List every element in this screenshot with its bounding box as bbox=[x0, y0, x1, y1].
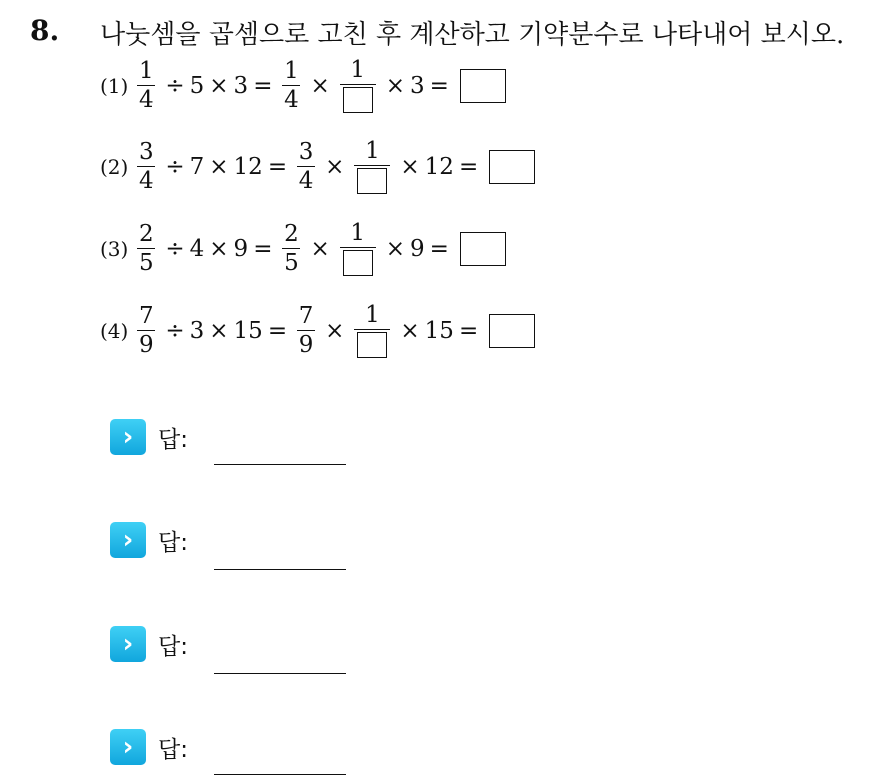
times-sign: × bbox=[385, 235, 406, 262]
divide-sign: ÷ bbox=[165, 153, 185, 180]
multiplier: 12 bbox=[424, 153, 454, 180]
times-sign: × bbox=[209, 72, 229, 99]
multiplier: 12 bbox=[233, 153, 263, 180]
times-sign: × bbox=[325, 153, 345, 180]
divisor: 3 bbox=[189, 317, 205, 344]
numerator: 1 bbox=[365, 302, 380, 328]
divide-sign: ÷ bbox=[165, 317, 185, 344]
answer-row-2 bbox=[110, 522, 188, 558]
problem-label: (3) bbox=[100, 236, 129, 261]
blank-box[interactable] bbox=[343, 87, 373, 113]
fraction bbox=[297, 304, 315, 357]
multiplier: 15 bbox=[424, 317, 454, 344]
numerator: 2 bbox=[139, 220, 154, 247]
fraction bbox=[137, 59, 155, 112]
reciprocal-fraction bbox=[340, 58, 376, 113]
answer-row-4 bbox=[110, 729, 188, 765]
blank-box[interactable] bbox=[357, 168, 387, 194]
times-sign: × bbox=[209, 235, 229, 262]
numerator: 1 bbox=[350, 57, 366, 83]
chevron-right-icon: › bbox=[110, 419, 146, 455]
answer-line-3[interactable] bbox=[214, 673, 346, 674]
equals-sign: = bbox=[253, 235, 273, 262]
numerator: 3 bbox=[139, 138, 154, 165]
times-sign: × bbox=[400, 317, 420, 344]
numerator: 1 bbox=[284, 57, 299, 84]
answer-box[interactable] bbox=[489, 314, 535, 348]
divisor: 5 bbox=[189, 72, 205, 99]
answer-label: 답: bbox=[158, 426, 188, 453]
problem-1 bbox=[100, 58, 506, 113]
equals-sign: = bbox=[458, 317, 479, 344]
denominator: 4 bbox=[298, 168, 314, 195]
denominator: 9 bbox=[298, 332, 314, 359]
question-text: 나눗셈을 곱셈으로 고친 후 계산하고 기약분수로 나타내어 보시오. bbox=[100, 20, 845, 50]
divisor: 7 bbox=[189, 153, 205, 180]
answer-box[interactable] bbox=[489, 150, 535, 184]
times-sign: × bbox=[209, 153, 229, 180]
denominator: 4 bbox=[284, 87, 299, 114]
multiplier: 3 bbox=[410, 72, 425, 99]
multiplier: 9 bbox=[410, 235, 425, 262]
numerator: 2 bbox=[284, 220, 299, 247]
numerator: 7 bbox=[298, 302, 314, 329]
problem-3 bbox=[100, 221, 506, 276]
numerator: 1 bbox=[350, 220, 366, 246]
problem-2 bbox=[100, 139, 535, 194]
answer-row-1 bbox=[110, 419, 188, 455]
denominator: 4 bbox=[139, 87, 154, 114]
numerator: 1 bbox=[139, 57, 154, 84]
denominator: 5 bbox=[139, 250, 154, 277]
chevron-right-icon: › bbox=[110, 522, 146, 558]
equals-sign: = bbox=[429, 235, 449, 262]
numerator: 1 bbox=[365, 138, 380, 164]
fraction bbox=[137, 140, 155, 193]
blank-box[interactable] bbox=[343, 250, 373, 276]
times-sign: × bbox=[310, 72, 330, 99]
problem-label: (1) bbox=[100, 73, 129, 98]
answer-label: 답: bbox=[158, 633, 188, 660]
answer-line-4[interactable] bbox=[214, 774, 346, 775]
times-sign: × bbox=[385, 72, 406, 99]
multiplier: 3 bbox=[233, 72, 249, 99]
equals-sign: = bbox=[458, 153, 479, 180]
answer-row-3 bbox=[110, 626, 188, 662]
answer-line-1[interactable] bbox=[214, 464, 346, 465]
denominator: 5 bbox=[284, 250, 299, 277]
blank-box[interactable] bbox=[357, 332, 387, 358]
question-number: 8. bbox=[30, 14, 60, 47]
divisor: 4 bbox=[189, 235, 205, 262]
divide-sign: ÷ bbox=[165, 235, 185, 262]
equals-sign: = bbox=[267, 317, 288, 344]
equals-sign: = bbox=[429, 72, 449, 99]
problem-label: (2) bbox=[100, 154, 129, 179]
multiplier: 15 bbox=[233, 317, 263, 344]
chevron-right-icon: › bbox=[110, 626, 146, 662]
fraction bbox=[282, 59, 300, 112]
answer-box[interactable] bbox=[460, 232, 506, 266]
reciprocal-fraction bbox=[354, 139, 390, 194]
chevron-right-icon: › bbox=[110, 729, 146, 765]
times-sign: × bbox=[310, 235, 330, 262]
times-sign: × bbox=[209, 317, 229, 344]
fraction bbox=[297, 140, 315, 193]
numerator: 3 bbox=[298, 138, 314, 165]
problem-label: (4) bbox=[100, 318, 129, 343]
answer-box[interactable] bbox=[460, 69, 506, 103]
fraction bbox=[137, 222, 155, 275]
numerator: 7 bbox=[139, 302, 154, 329]
denominator: 4 bbox=[139, 168, 154, 195]
divide-sign: ÷ bbox=[165, 72, 185, 99]
denominator: 9 bbox=[139, 332, 154, 359]
times-sign: × bbox=[400, 153, 420, 180]
reciprocal-fraction bbox=[354, 303, 390, 358]
answer-label: 답: bbox=[158, 529, 188, 556]
problem-4 bbox=[100, 303, 535, 358]
multiplier: 9 bbox=[233, 235, 249, 262]
reciprocal-fraction bbox=[340, 221, 376, 276]
answer-label: 답: bbox=[158, 736, 188, 763]
equals-sign: = bbox=[253, 72, 273, 99]
answer-line-2[interactable] bbox=[214, 569, 346, 570]
times-sign: × bbox=[325, 317, 345, 344]
equals-sign: = bbox=[267, 153, 288, 180]
fraction bbox=[282, 222, 300, 275]
fraction bbox=[137, 304, 155, 357]
